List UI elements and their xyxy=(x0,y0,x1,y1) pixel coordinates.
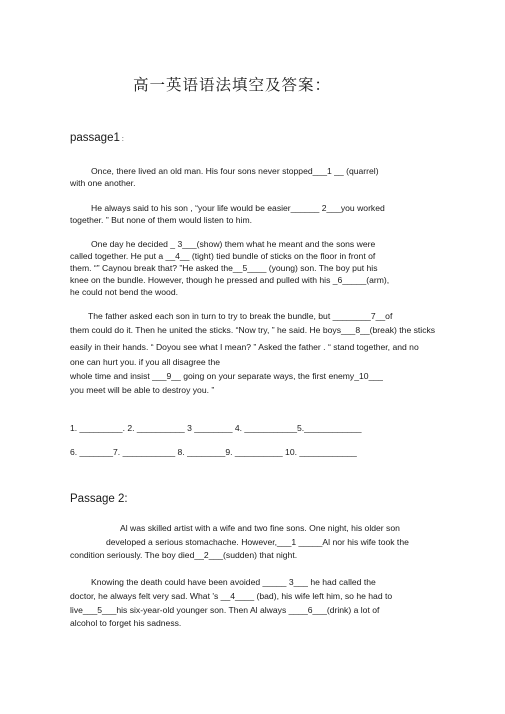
p2-line: Al was skilled artist with a wife and two fine sons. One night, his older son xyxy=(120,523,400,533)
p1-line: Once, there lived an old man. His four sons never stopped___1 __ (quarrel) xyxy=(91,166,379,176)
p1-line: them could do it. Then he united the sticks. “Now try, ” he said. He boys___8__(break) the sticks xyxy=(70,325,436,335)
p1-line: called together. He put a __4__ (tight) tied bundle of sticks on the floor in front of xyxy=(70,251,376,261)
p1-line: he could not bend the wood. xyxy=(70,287,178,297)
p1-line: The father asked each son in turn to try to break the bundle, but ________7__of xyxy=(88,311,393,321)
p1-line: together. ” But none of them would listen to him. xyxy=(70,215,253,225)
answer-blanks-row-1: 1. _________. 2. __________ 3 ________ 4. ___________5.____________ xyxy=(70,423,362,433)
passage1-heading-mark: : xyxy=(121,136,124,143)
passage1-heading xyxy=(70,132,124,144)
passage2-heading: Passage 2: xyxy=(70,493,128,505)
p1-line: easily in their hands. “ Doyou see what I mean? ” Asked the father . “ stand together, and no xyxy=(70,342,419,352)
p2-line: alcohol to forget his sadness. xyxy=(70,618,182,628)
p1-line: He always said to his son , “your life would be easier______ 2___you worked xyxy=(91,203,385,213)
p2-line: live___5___his six-year-old younger son. Then Al always ____6___(drink) a lot of xyxy=(70,605,380,615)
page-title: 高一英语语法填空及答案： xyxy=(133,76,332,94)
p2-line: condition seriously. The boy died__2___(sudden) that night. xyxy=(70,550,298,560)
p2-line: Knowing the death could have been avoided _____ 3___ he had called the xyxy=(91,577,376,587)
p1-line: knee on the bundle. However, though he pressed and pulled with his _6_____(arm), xyxy=(70,275,390,285)
p2-line: doctor, he always felt very sad. What 's __4____ (bad), his wife left him, so he had to xyxy=(70,591,393,601)
p1-line: them. “” Caynou break that? ”He asked the__5____ (young) son. The boy put his xyxy=(70,263,378,273)
p1-line: one can hurt you. if you all disagree the xyxy=(70,357,221,367)
p2-line: developed a serious stomachache. However,___1 _____Al nor his wife took the xyxy=(106,537,409,547)
p1-line: One day he decided _ 3___(show) them what he meant and the sons were xyxy=(91,239,376,249)
p1-line: whole time and insist ___9__ going on your separate ways, the first enemy_10___ xyxy=(70,371,383,381)
p1-line: you meet will be able to destroy you. ” xyxy=(70,385,215,395)
answer-blanks-row-2: 6. _______7. ___________ 8. ________9. __________ 10. ____________ xyxy=(70,447,357,457)
passage1-heading-text: passage1 xyxy=(70,132,120,144)
p1-line: with one another. xyxy=(70,178,136,188)
